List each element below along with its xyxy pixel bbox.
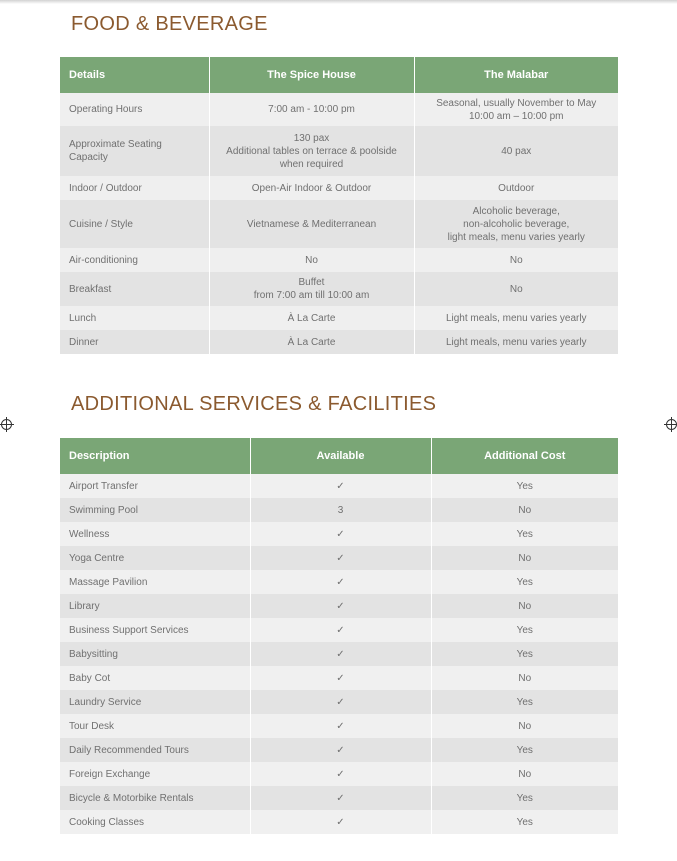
- service-description: Foreign Exchange: [60, 762, 250, 786]
- table-row: [60, 714, 618, 738]
- malabar-value: No: [414, 272, 618, 306]
- detail-label: Lunch: [60, 306, 209, 330]
- service-available: ✓: [250, 570, 431, 594]
- table-row: [60, 248, 618, 272]
- table-row: [60, 594, 618, 618]
- spice-house-value: No: [209, 248, 414, 272]
- food-beverage-title: FOOD & BEVERAGE: [71, 13, 268, 35]
- malabar-value: Outdoor: [414, 176, 618, 200]
- table-row: [60, 522, 618, 546]
- malabar-value: No: [414, 248, 618, 272]
- service-cost: No: [431, 714, 618, 738]
- malabar-value: 40 pax: [414, 126, 618, 176]
- service-cost: No: [431, 762, 618, 786]
- service-available: ✓: [250, 546, 431, 570]
- spice-house-value: Open-Air Indoor & Outdoor: [209, 176, 414, 200]
- table-row: [60, 618, 618, 642]
- spice-house-value: 130 pax Additional tables on terrace & poolside when required: [209, 126, 414, 176]
- service-description: Business Support Services: [60, 618, 250, 642]
- service-description: Babysitting: [60, 642, 250, 666]
- service-description: Massage Pavilion: [60, 570, 250, 594]
- registration-mark-icon: [666, 419, 677, 430]
- table-row: [60, 330, 618, 354]
- service-cost: No: [431, 666, 618, 690]
- service-cost: Yes: [431, 690, 618, 714]
- service-cost: Yes: [431, 570, 618, 594]
- table-row: [60, 642, 618, 666]
- service-cost: No: [431, 594, 618, 618]
- service-description: Wellness: [60, 522, 250, 546]
- column-header-spice-house: The Spice House: [209, 57, 414, 93]
- malabar-value: Light meals, menu varies yearly: [414, 330, 618, 354]
- spice-house-value: À La Carte: [209, 330, 414, 354]
- service-description: Baby Cot: [60, 666, 250, 690]
- detail-label: Approximate Seating Capacity: [60, 126, 209, 176]
- service-description: Yoga Centre: [60, 546, 250, 570]
- service-description: Airport Transfer: [60, 474, 250, 498]
- service-available: ✓: [250, 786, 431, 810]
- service-description: Swimming Pool: [60, 498, 250, 522]
- table-row: [60, 272, 618, 306]
- service-cost: Yes: [431, 738, 618, 762]
- food-beverage-table: [60, 57, 618, 354]
- service-available: ✓: [250, 738, 431, 762]
- table-row: [60, 126, 618, 176]
- service-cost: Yes: [431, 786, 618, 810]
- table-row: [60, 200, 618, 248]
- table-row: [60, 306, 618, 330]
- service-cost: Yes: [431, 642, 618, 666]
- spice-house-value: 7:00 am - 10:00 pm: [209, 93, 414, 126]
- services-table: [60, 438, 618, 834]
- service-available: ✓: [250, 522, 431, 546]
- column-header-details: Details: [60, 57, 209, 93]
- service-available: ✓: [250, 474, 431, 498]
- service-available: ✓: [250, 714, 431, 738]
- table-row: [60, 474, 618, 498]
- table-row: [60, 176, 618, 200]
- table-row: [60, 810, 618, 834]
- service-description: Daily Recommended Tours: [60, 738, 250, 762]
- column-header-additional-cost: Additional Cost: [431, 438, 618, 474]
- malabar-value: Light meals, menu varies yearly: [414, 306, 618, 330]
- service-description: Cooking Classes: [60, 810, 250, 834]
- service-cost: Yes: [431, 474, 618, 498]
- service-available: ✓: [250, 594, 431, 618]
- table-row: [60, 762, 618, 786]
- service-available: 3: [250, 498, 431, 522]
- malabar-value: Alcoholic beverage, non-alcoholic beverage, light meals, menu varies yearly: [414, 200, 618, 248]
- table-row: [60, 690, 618, 714]
- spice-house-value: Vietnamese & Mediterranean: [209, 200, 414, 248]
- service-cost: No: [431, 546, 618, 570]
- service-available: ✓: [250, 690, 431, 714]
- service-available: ✓: [250, 810, 431, 834]
- detail-label: Air-conditioning: [60, 248, 209, 272]
- service-available: ✓: [250, 666, 431, 690]
- table-header-row: [60, 438, 618, 474]
- service-cost: Yes: [431, 522, 618, 546]
- service-available: ✓: [250, 618, 431, 642]
- table-row: [60, 738, 618, 762]
- service-description: Bicycle & Motorbike Rentals: [60, 786, 250, 810]
- column-header-malabar: The Malabar: [414, 57, 618, 93]
- spice-house-value: À La Carte: [209, 306, 414, 330]
- service-description: Laundry Service: [60, 690, 250, 714]
- page-top-shadow: [0, 0, 677, 4]
- table-header-row: [60, 57, 618, 93]
- column-header-description: Description: [60, 438, 250, 474]
- service-cost: Yes: [431, 618, 618, 642]
- column-header-available: Available: [250, 438, 431, 474]
- table-row: [60, 93, 618, 126]
- table-row: [60, 546, 618, 570]
- service-available: ✓: [250, 762, 431, 786]
- table-row: [60, 666, 618, 690]
- service-cost: Yes: [431, 810, 618, 834]
- detail-label: Operating Hours: [60, 93, 209, 126]
- spice-house-value: Buffet from 7:00 am till 10:00 am: [209, 272, 414, 306]
- registration-mark-icon: [1, 419, 12, 430]
- additional-services-title: ADDITIONAL SERVICES & FACILITIES: [71, 393, 437, 415]
- service-cost: No: [431, 498, 618, 522]
- service-available: ✓: [250, 642, 431, 666]
- table-row: [60, 786, 618, 810]
- malabar-value: Seasonal, usually November to May 10:00 am – 10:00 pm: [414, 93, 618, 126]
- detail-label: Cuisine / Style: [60, 200, 209, 248]
- service-description: Library: [60, 594, 250, 618]
- detail-label: Indoor / Outdoor: [60, 176, 209, 200]
- service-description: Tour Desk: [60, 714, 250, 738]
- table-row: [60, 570, 618, 594]
- table-row: [60, 498, 618, 522]
- detail-label: Breakfast: [60, 272, 209, 306]
- detail-label: Dinner: [60, 330, 209, 354]
